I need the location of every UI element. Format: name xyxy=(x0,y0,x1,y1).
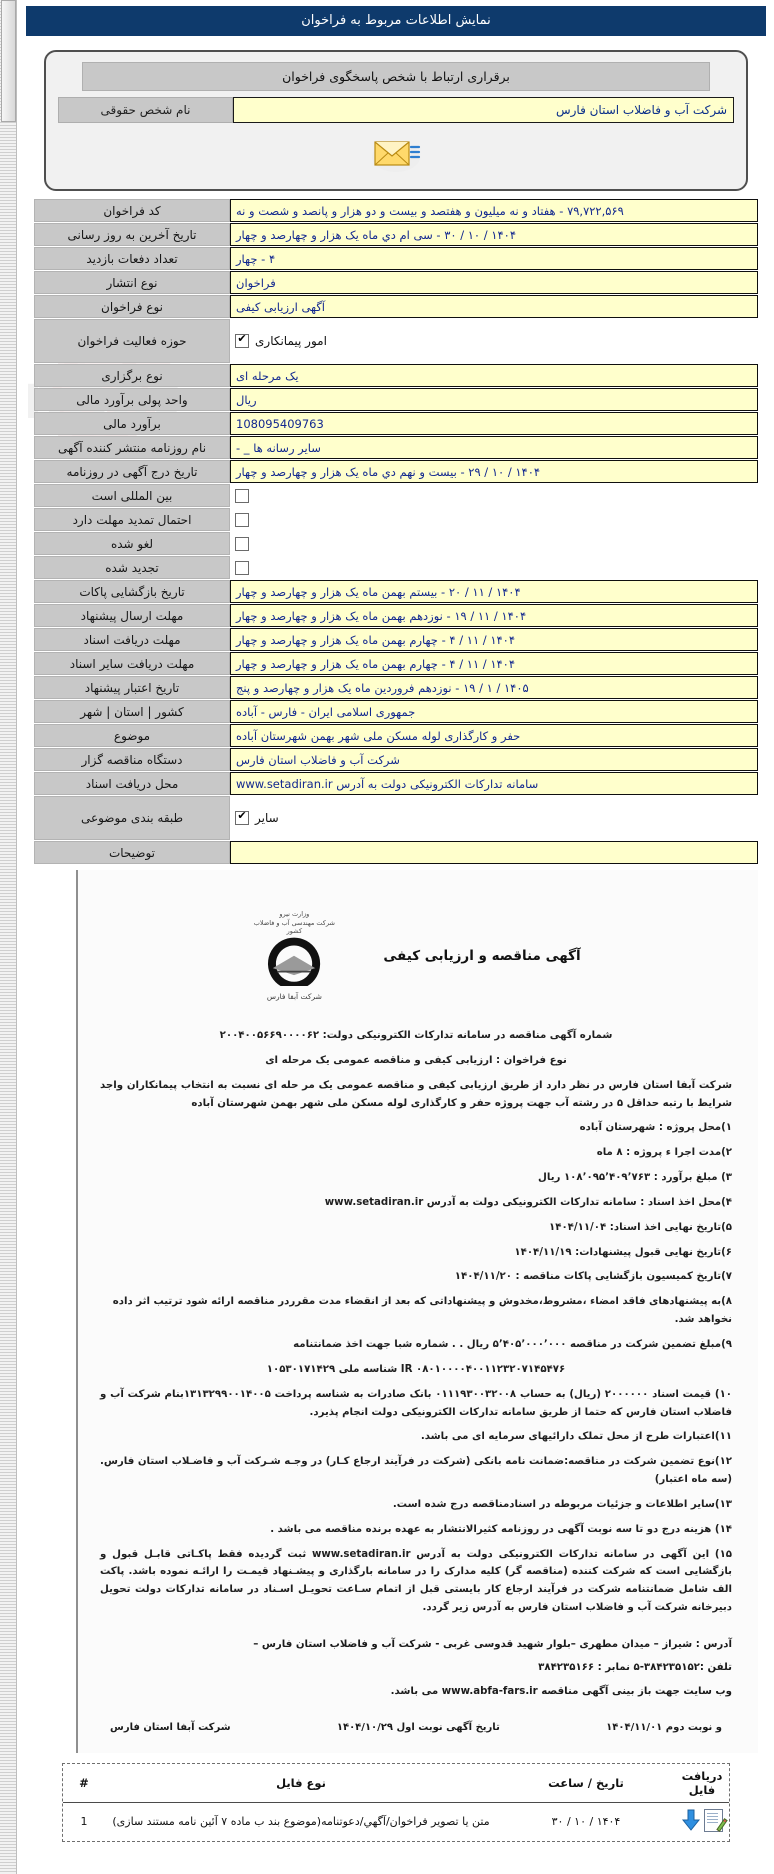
scan-paragraph: ۶)تاریخ نهایی قبول پیشنهادات: ۱۴۰۴/۱۱/۱۹ xyxy=(514,1246,732,1258)
contact-panel-heading: برقراری ارتباط با شخص پاسخگوی فراخوان xyxy=(82,62,710,91)
detail-row xyxy=(34,223,758,246)
scan-paragraph: ۱)محل پروژه : شهرستان آباده xyxy=(579,1122,732,1134)
detail-value: ۱۴۰۴ / ۱۱ / ۲۰ - بیستم بهمن ماه یک هزار و چهارصد و چهار xyxy=(230,580,758,603)
detail-row xyxy=(34,319,758,363)
detail-value: ۷۹,۷۲۲,۵۶۹ - هفتاد و نه میلیون و هفتصد و بیست و دو هزار و پانصد و شصت و نه xyxy=(230,199,758,222)
checkbox-checked-icon[interactable] xyxy=(235,811,249,825)
detail-label: طبقه بندی موضوعی xyxy=(34,796,230,840)
detail-label: نوع انتشار xyxy=(34,271,230,294)
abfa-fars-logo xyxy=(251,910,337,1001)
detail-label: کد فراخوان xyxy=(34,199,230,222)
detail-label: تاریخ اعتبار پیشنهاد xyxy=(34,676,230,699)
detail-label: مهلت ارسال پیشنهاد xyxy=(34,604,230,627)
detail-label: نام روزنامه منتشر کننده آگهی xyxy=(34,436,230,459)
col-header-download: دریافت فایل xyxy=(675,1764,729,1803)
detail-label: نوع فراخوان xyxy=(34,295,230,318)
scanned-announcement-document xyxy=(76,870,758,1753)
detail-label: توضیحات xyxy=(34,841,230,864)
detail-label: نوع برگزاری xyxy=(34,364,230,387)
file-datetime: ۱۴۰۴ / ۱۰ / ۳۰ xyxy=(551,1815,621,1829)
detail-value-checkbox-cell xyxy=(230,484,758,507)
scan-footer-right: شرکت آبفا استان فارس xyxy=(110,1721,231,1733)
detail-value: آگهی ارزیابی کیفی xyxy=(230,295,758,318)
detail-label: لغو شده xyxy=(34,532,230,555)
contact-person-label: نام شخص حقوقی xyxy=(58,97,233,123)
detail-row xyxy=(34,460,758,483)
detail-row xyxy=(34,295,758,318)
detail-value: جمهوری اسلامی ایران - فارس - آباده xyxy=(230,700,758,723)
scan-address-line: آدرس : شیراز – میدان مطهری –بلوار شهید قدوسی غربی - شرکت آب و فاضلاب استان فارس – xyxy=(253,1638,732,1650)
scan-body xyxy=(100,1027,732,1617)
scan-address-line: وب سایت جهت باز بینی آگهی مناقصه www.abfa-fars.ir می باشد. xyxy=(390,1685,732,1697)
detail-row xyxy=(34,841,758,864)
file-type: متن یا تصویر فراخوان/آگهي/دعوتنامه(موضوع بند ب ماده ۷ آئین نامه مستند سازی) xyxy=(112,1815,490,1829)
detail-row xyxy=(34,676,758,699)
detail-value-checkbox-cell xyxy=(230,556,758,579)
detail-label: احتمال تمدید مهلت دارد xyxy=(34,508,230,531)
scan-header xyxy=(100,910,732,1001)
detail-label: تعداد دفعات بازدید xyxy=(34,247,230,270)
scan-paragraph: ۱۱)اعتبارات طرح از محل تملک دارائیهای سرمایه ای می باشد. xyxy=(420,1431,732,1443)
detail-value: ۱۴۰۴ / ۱۰ / ۳۰ - سی ام دي ماه یک هزار و چهارصد و چهار xyxy=(230,223,758,246)
scrollbar-thumb[interactable] xyxy=(1,0,16,122)
detail-value: ۴ - چهار xyxy=(230,247,758,270)
scan-paragraph: ۷)تاریخ کمیسیون بازگشایی پاکات مناقصه : ۱۴۰۴/۱۱/۲۰ xyxy=(454,1271,732,1283)
detail-label: برآورد مالی xyxy=(34,412,230,435)
edit-document-icon[interactable] xyxy=(704,1809,723,1832)
logo-caption: وزارت نیرو xyxy=(279,910,310,918)
detail-value-checkbox-cell xyxy=(230,796,758,840)
checkbox-checked-icon[interactable] xyxy=(235,334,249,348)
detail-label: تاریخ درج آگهی در روزنامه xyxy=(34,460,230,483)
detail-checkbox-label: سایر xyxy=(255,811,279,825)
detail-value: یک مرحله ای xyxy=(230,364,758,387)
detail-checkbox-label: امور پیمانکاری xyxy=(255,334,327,348)
scan-paragraph: ۴)محل اخذ اسناد : سامانه تدارکات الکترونیکی دولت به آدرس www.setadiran.ir xyxy=(324,1196,732,1208)
detail-row xyxy=(34,271,758,294)
detail-row xyxy=(34,772,758,795)
detail-label: تجدید شده xyxy=(34,556,230,579)
page-root xyxy=(18,0,774,1874)
scan-footer-left: و نوبت دوم ۱۴۰۴/۱۱/۰۱ xyxy=(606,1721,722,1733)
detail-value xyxy=(230,841,758,864)
checkbox-unchecked-icon[interactable] xyxy=(235,537,249,551)
detail-row xyxy=(34,364,758,387)
detail-label: بین المللی است xyxy=(34,484,230,507)
attachments-header-row xyxy=(63,1764,729,1803)
detail-value: ۱۴۰۴ / ۱۱ / ۱۹ - نوزدهم بهمن ماه یک هزار و چهارصد و چهار xyxy=(230,604,758,627)
detail-row xyxy=(34,748,758,771)
col-header-filetype: نوع فایل xyxy=(105,1764,497,1803)
detail-row xyxy=(34,724,758,747)
detail-row xyxy=(34,628,758,651)
detail-label: تاریخ بازگشایی پاکات xyxy=(34,580,230,603)
logo-mark xyxy=(256,936,332,986)
scan-paragraph: IR ۰۸۰۱۰۰۰۰۴۰۰۱۱۲۳۲۰۷۱۴۵۴۷۶ شناسه ملی ۱۰۵۳۰۱۷۱۴۲۹ xyxy=(266,1363,566,1375)
detail-row xyxy=(34,700,758,723)
detail-value: سامانه تدارکات الکترونیکی دولت به آدرس www.setadiran.ir xyxy=(230,772,758,795)
contact-panel xyxy=(44,50,748,191)
page-title: نمایش اطلاعات مربوط به فراخوان xyxy=(26,6,766,36)
detail-row xyxy=(34,199,758,222)
scan-paragraph: ۱۳)سایر اطلاعات و جزئیات مربوطه در اسنادمناقصه درج شده است. xyxy=(392,1498,732,1510)
scan-footer-middle: تاریخ آگهی نوبت اول ۱۴۰۴/۱۰/۲۹ xyxy=(336,1721,500,1733)
detail-value: ۱۴۰۴ / ۱۰ / ۲۹ - بیست و نهم دي ماه یک هزار و چهارصد و چهار xyxy=(230,460,758,483)
detail-value: ۱۴۰۴ / ۱۱ / ۴ - چهارم بهمن ماه یک هزار و چهارصد و چهار xyxy=(230,628,758,651)
scan-address-block xyxy=(100,1636,732,1700)
detail-label: کشور | استان | شهر xyxy=(34,700,230,723)
table-row xyxy=(63,1802,729,1841)
detail-row xyxy=(34,508,758,531)
logo-footer: شرکت آبفا فارس xyxy=(266,992,322,1001)
scan-paragraph: ۳) مبلغ برآورد : ۱۰۸٬۰۹۵٬۴۰۹٬۷۶۳ ریال xyxy=(538,1172,732,1184)
scan-paragraph: ۱۵) این آگهی در سامانه تدارکات الکترونیکی دولت به آدرس www.setadiran.ir ثبت گردیده فقط پاکـاتی قابـل قبول و بازگشایی است که شرکت کننده (مناقصه گر) کلیه مدارک را در سامانه بارگذاری و پیشـنهاد قیمـت را ارائـه نموده باشد. پاکت الف شامل ضمانتنامه شرکت در فرآیند ارجاع کار بایستی قبل از اتمام سـاعت تحویـل اسـناد در سامانه تدارکات دولت تحویل دبیرخانه شرکت آب و فاضلاب استان فارس به آدرس زیر گردد. xyxy=(100,1548,732,1614)
envelope-icon[interactable] xyxy=(369,133,423,173)
detail-label: مهلت دریافت اسناد xyxy=(34,628,230,651)
scan-document-title: آگهی مناقصه و ارزیابی کیفی xyxy=(383,947,581,964)
detail-row xyxy=(34,388,758,411)
scan-paragraph: ۱۲)نوع تضمین شرکت در مناقصه:ضمانت نامه بانکی (شرکت در فرآیند ارجاع کـار) در وجـه شـرکت آب و فاضـلاب استان فارس.(سه ماه اعتبار) xyxy=(100,1456,732,1486)
detail-label: حوزه فعالیت فراخوان xyxy=(34,319,230,363)
detail-value: ۱۴۰۴ / ۱۱ / ۴ - چهارم بهمن ماه یک هزار و چهارصد و چهار xyxy=(230,652,758,675)
download-arrow-icon[interactable] xyxy=(681,1809,701,1831)
scan-paragraph: ۱۴) هزینه درج دو تا سه نوبت آگهی در روزنامه کثیرالانتشار به عهده برنده مناقصه می باشد . xyxy=(270,1523,732,1535)
scan-footer xyxy=(100,1722,732,1733)
detail-label: واحد پولی برآورد مالی xyxy=(34,388,230,411)
detail-row xyxy=(34,247,758,270)
contact-row xyxy=(58,97,734,123)
scan-paragraph: ۵)تاریخ نهایی اخذ اسناد: ۱۴۰۴/۱۱/۰۴ xyxy=(549,1221,732,1233)
scan-paragraph: شرکت آبفا استان فارس در نظر دارد از طریق ارزیابی کیفی و مناقصه عمومی یک مر حله ای نسبت به انتخاب پیمانکاران واجد شرایط با رتبه حداقل ۵ در رشته آب جهت پروژه حفر و کارگذاری لوله مسکن ملی شهر بهمن شهرستان آباده xyxy=(100,1079,732,1109)
detail-value-checkbox-cell xyxy=(230,508,758,531)
detail-row xyxy=(34,412,758,435)
detail-value: فراخوان xyxy=(230,271,758,294)
detail-value: ریال xyxy=(230,388,758,411)
tender-details-table xyxy=(34,199,758,864)
detail-value: ۱۴۰۵ / ۱ / ۱۹ - نوزدهم فروردین ماه یک هزار و چهارصد و پنج xyxy=(230,676,758,699)
attachments-table xyxy=(62,1763,730,1842)
scan-paragraph: ۲)مدت اجرا ء پروژه : ۸ ماه xyxy=(596,1147,732,1159)
detail-label: مهلت دریافت سایر اسناد xyxy=(34,652,230,675)
scan-paragraph: ۹)مبلغ تضمین شرکت در مناقصه ۵٬۴۰۵٬۰۰۰٬۰۰۰ ریال . . شماره شبا جهت اخذ ضمانتنامه xyxy=(293,1338,732,1350)
detail-value-checkbox-cell xyxy=(230,319,758,363)
col-header-datetime: تاریخ / ساعت xyxy=(497,1764,675,1803)
checkbox-unchecked-icon[interactable] xyxy=(235,513,249,527)
detail-row xyxy=(34,436,758,459)
col-header-index: # xyxy=(63,1764,105,1803)
scan-paragraph: نوع فراخوان : ارزیابی کیفی و مناقصه عمومی یک مرحله ای xyxy=(265,1054,567,1066)
scan-paragraph: شماره آگهی مناقصه در سامانه تدارکات الکترونیکی دولت: ۲۰۰۴۰۰۵۶۶۹۰۰۰۰۶۲ xyxy=(219,1030,613,1041)
detail-value-checkbox-cell xyxy=(230,532,758,555)
detail-row xyxy=(34,532,758,555)
detail-label: محل دریافت اسناد xyxy=(34,772,230,795)
detail-row xyxy=(34,580,758,603)
detail-row xyxy=(34,604,758,627)
checkbox-unchecked-icon[interactable] xyxy=(235,561,249,575)
checkbox-unchecked-icon[interactable] xyxy=(235,489,249,503)
scan-address-line: تلفن :۳۸۴۲۳۵۱۵۲-۵ نمابر : ۳۸۴۲۳۵۱۶۶ xyxy=(538,1662,732,1674)
detail-value: حفر و کارگذاری لوله مسکن ملی شهر بهمن شهرستان آباده xyxy=(230,724,758,747)
scan-paragraph: ۱۰) قیمت اسناد ۲۰۰۰۰۰۰ (ریال) به حساب ۰۱۱۱۹۳۰۰۳۲۰۰۸ بانک صادرات به شناسه پرداخت ۱۳۱۳۲۹۹۰۰۱۴۰۰۵بنام شرکت آب و فاضلاب استان فارس که حتما از طریق سامانه تدارکات الکترونیکی دولت انجام پذیرد. xyxy=(100,1388,732,1418)
contact-person-value: شرکت آب و فاضلاب استان فارس xyxy=(233,97,734,123)
contact-email-action[interactable] xyxy=(58,133,734,177)
row-index: 1 xyxy=(80,1815,88,1829)
detail-label: تاریخ آخرین به روز رسانی xyxy=(34,223,230,246)
detail-label: موضوع xyxy=(34,724,230,747)
detail-value: 108095409763 xyxy=(230,412,758,435)
detail-row xyxy=(34,796,758,840)
detail-row xyxy=(34,652,758,675)
download-cell[interactable] xyxy=(675,1802,729,1841)
scan-paragraph: ۸)به پیشنهادهای فاقد امضاء ،مشروط،مخدوش و پیشنهاداتی که بعد از انقضاء مدت مقرردر مناقصه ارائه شود ترتیب اثر داده نخواهد شد. xyxy=(112,1296,732,1326)
detail-row xyxy=(34,484,758,507)
logo-subcaption: شرکت مهندسی آب و فاضلاب کشور xyxy=(253,919,335,935)
detail-value: سایر رسانه ها _ - xyxy=(230,436,758,459)
detail-label: دستگاه مناقصه گزار xyxy=(34,748,230,771)
detail-row xyxy=(34,556,758,579)
page-scrollbar[interactable] xyxy=(0,0,17,1874)
detail-value: شرکت آب و فاضلاب استان فارس xyxy=(230,748,758,771)
